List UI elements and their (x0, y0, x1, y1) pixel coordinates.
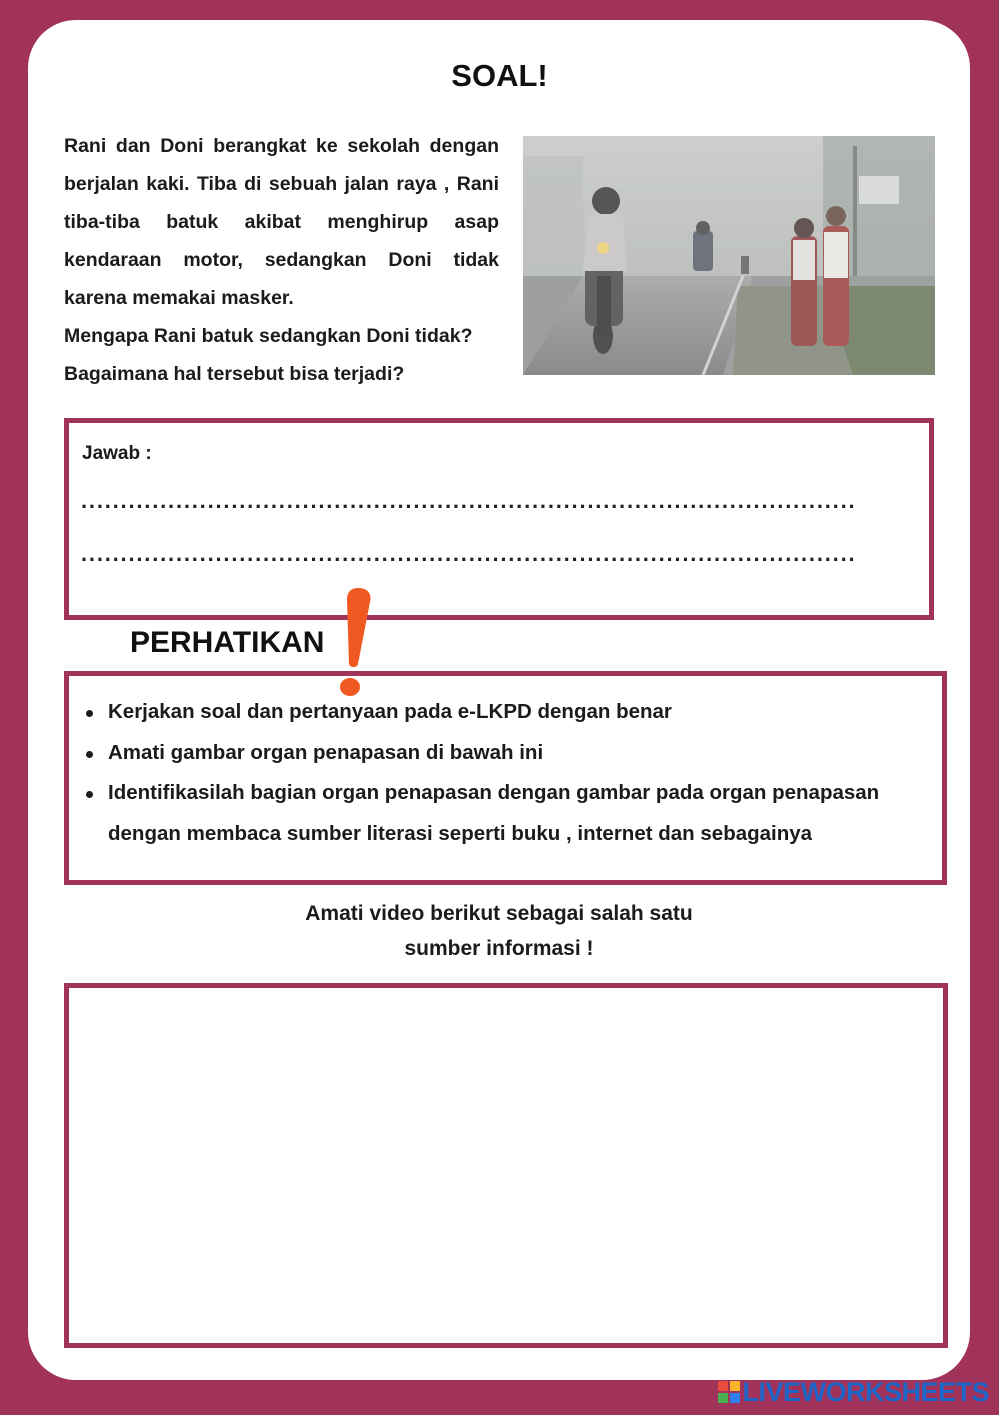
video-caption-line-2: sumber informasi ! (404, 937, 594, 960)
haze-street-illustration (523, 136, 935, 375)
instruction-item: Identifikasilah bagian organ penapasan dengan gambar pada organ penapasan dengan membaca sumber literasi seperti buku , internet dan sebagainya (83, 773, 943, 854)
page-title: SOAL! (451, 58, 548, 93)
story-question-1: Mengapa Rani batuk sedangkan Doni tidak? (64, 325, 473, 347)
liveworksheets-brand (718, 1377, 989, 1407)
instruction-item: Kerjakan soal dan pertanyaan pada e-LKPD dengan benar (83, 692, 943, 733)
answer-box (64, 418, 934, 620)
instructions-box (64, 671, 947, 885)
answer-label: Jawab : (82, 443, 152, 464)
brand-name: LIVEWORKSHEETS (742, 1376, 989, 1407)
story-text (64, 127, 499, 393)
answer-line-2[interactable]: .................................................................................................. (81, 542, 857, 566)
haze-street-photo (523, 136, 935, 375)
instructions-list (83, 692, 943, 854)
video-caption-line-1: Amati video berikut sebagai salah satu (305, 902, 693, 925)
instruction-item: Amati gambar organ penapasan di bawah ini (83, 733, 943, 774)
story-paragraph: Rani dan Doni berangkat ke sekolah dengan berjalan kaki. Tiba di sebuah jalan raya , Rani tiba-tiba batuk akibat menghirup asap kendaraan motor, sedangkan Doni tidak karena memakai masker. (64, 135, 499, 309)
notice-heading: PERHATIKAN (130, 626, 325, 659)
answer-line-1[interactable]: .................................................................................................. (81, 489, 857, 513)
video-embed-area[interactable] (64, 983, 948, 1348)
video-caption (200, 896, 798, 966)
story-question-2: Bagaimana hal tersebut bisa terjadi? (64, 363, 405, 385)
exclamation-icon (328, 586, 376, 700)
liveworksheets-logo-icon (718, 1381, 740, 1403)
